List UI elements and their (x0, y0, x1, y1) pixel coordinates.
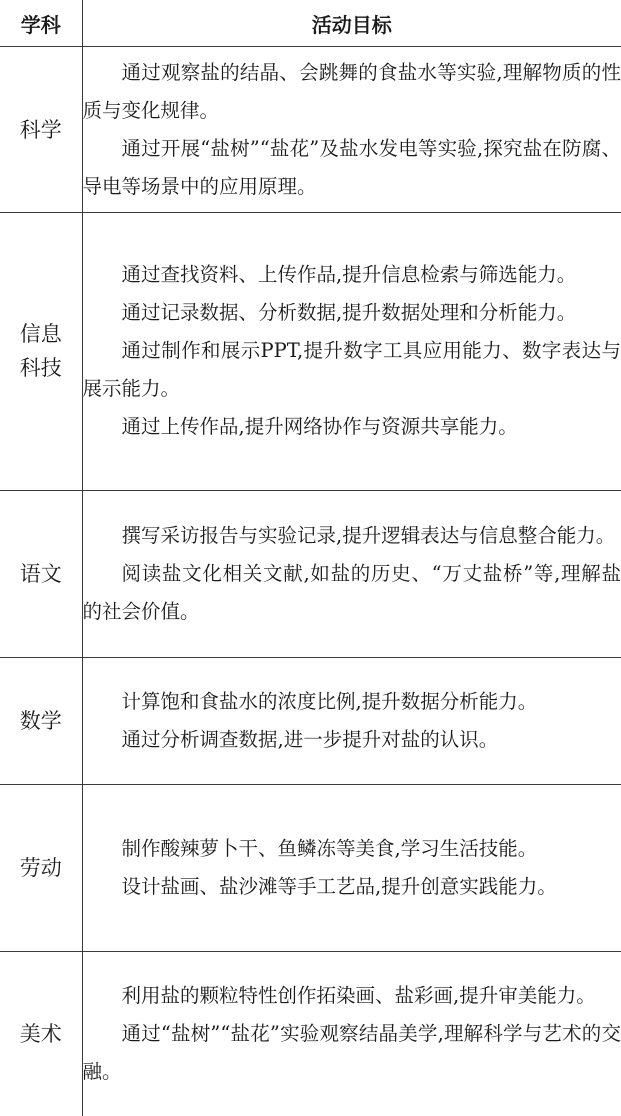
subject-cell: 科学 (0, 47, 82, 213)
subject-cell: 数学 (0, 657, 82, 785)
goal-item: 通过制作和展示PPT,提升数字工具应用能力、数字表达与展示能力。 (82, 339, 621, 401)
table-row (0, 212, 621, 490)
table-row (0, 951, 621, 1116)
goal-item: 通过“盐树”“盐花”实验观察结晶美学,理解科学与艺术的交融。 (82, 1021, 621, 1083)
goal-item: 通过分析调查数据,进一步提升对盐的认识。 (121, 727, 499, 751)
goals-cell (82, 47, 621, 213)
goal-item: 制作酸辣萝卜干、鱼鳞冻等美食,学习生活技能。 (121, 836, 538, 860)
header-goals: 活动目标 (82, 0, 621, 47)
goals-cell (82, 657, 621, 785)
goal-item: 通过观察盐的结晶、会跳舞的食盐水等实验,理解物质的性质与变化规律。 (82, 60, 621, 122)
goal-item: 撰写采访报告与实验记录,提升逻辑表达与信息整合能力。 (121, 523, 616, 547)
goals-cell (82, 785, 621, 952)
goal-item: 通过记录数据、分析数据,提升数据处理和分析能力。 (121, 301, 577, 325)
goal-item: 设计盐画、盐沙滩等手工艺品,提升创意实践能力。 (121, 874, 557, 898)
subject-cell: 信息科技 (0, 212, 82, 490)
table-header-row (0, 0, 621, 47)
subject-cell: 语文 (0, 490, 82, 657)
table-row (0, 785, 621, 952)
subject-cell: 美术 (0, 951, 82, 1116)
goal-item: 利用盐的颗粒特性创作拓染画、盐彩画,提升审美能力。 (121, 983, 596, 1007)
table-row (0, 490, 621, 657)
goal-item: 通过上传作品,提升网络协作与资源共享能力。 (121, 415, 518, 439)
table-row (0, 657, 621, 785)
goals-cell (82, 951, 621, 1116)
goal-item: 计算饱和食盐水的浓度比例,提升数据分析能力。 (121, 689, 538, 713)
goals-cell (82, 212, 621, 490)
goals-cell (82, 490, 621, 657)
table-row (0, 47, 621, 213)
goal-item: 阅读盐文化相关文献,如盐的历史、“万丈盐桥”等,理解盐的社会价值。 (82, 561, 621, 623)
subject-cell: 劳动 (0, 785, 82, 952)
header-subject: 学科 (0, 0, 82, 47)
goal-item: 通过开展“盐树”“盐花”及盐水发电等实验,探究盐在防腐、导电等场景中的应用原理。 (82, 136, 621, 198)
goal-item: 通过查找资料、上传作品,提升信息检索与筛选能力。 (121, 263, 577, 287)
